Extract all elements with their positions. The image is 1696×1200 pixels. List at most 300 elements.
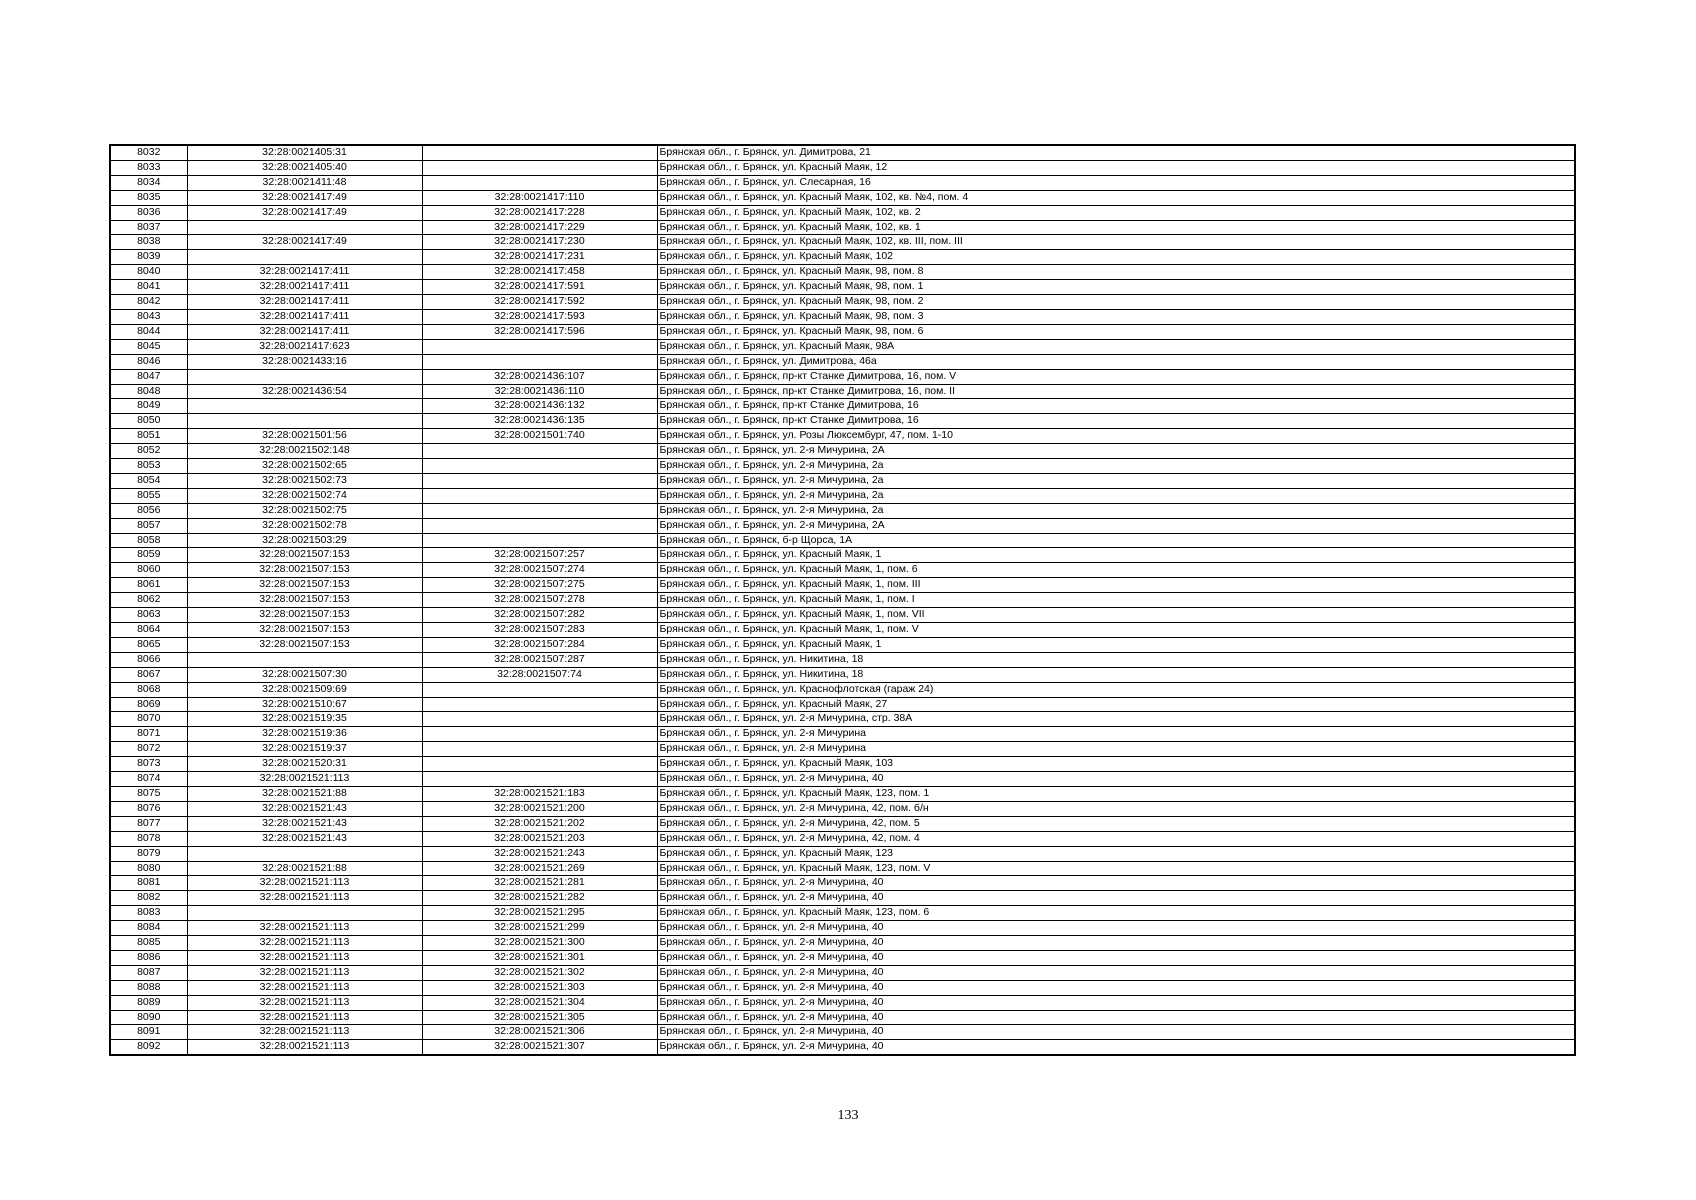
object-number-cell: 32:28:0021507:274	[422, 563, 657, 578]
parcel-number-cell: 32:28:0021520:31	[187, 757, 422, 772]
address-cell: Брянская обл., г. Брянск, ул. Красный Маяк, 103	[657, 757, 1575, 772]
row-number-cell: 8088	[110, 980, 187, 995]
table-row	[110, 459, 1575, 474]
row-number-cell: 8092	[110, 1040, 187, 1055]
table-row	[110, 533, 1575, 548]
parcel-number-cell	[187, 250, 422, 265]
table-row	[110, 623, 1575, 638]
object-number-cell: 32:28:0021507:74	[422, 667, 657, 682]
parcel-number-cell: 32:28:0021502:73	[187, 473, 422, 488]
parcel-number-cell: 32:28:0021521:113	[187, 1010, 422, 1025]
table-row	[110, 205, 1575, 220]
row-number-cell: 8079	[110, 846, 187, 861]
table-row	[110, 429, 1575, 444]
address-cell: Брянская обл., г. Брянск, ул. 2-я Мичурина, 40	[657, 876, 1575, 891]
address-cell: Брянская обл., г. Брянск, ул. 2-я Мичурина, 42, пом. 5	[657, 816, 1575, 831]
row-number-cell: 8061	[110, 578, 187, 593]
parcel-number-cell: 32:28:0021502:74	[187, 488, 422, 503]
address-cell: Брянская обл., г. Брянск, ул. Красный Маяк, 98, пом. 3	[657, 309, 1575, 324]
address-cell: Брянская обл., г. Брянск, ул. Димитрова, 21	[657, 145, 1575, 160]
address-cell: Брянская обл., г. Брянск, ул. 2-я Мичурина	[657, 742, 1575, 757]
address-cell: Брянская обл., г. Брянск, ул. Красный Маяк, 1	[657, 548, 1575, 563]
parcel-number-cell: 32:28:0021521:43	[187, 816, 422, 831]
parcel-number-cell: 32:28:0021521:113	[187, 950, 422, 965]
table-row	[110, 444, 1575, 459]
table-row	[110, 637, 1575, 652]
object-number-cell: 32:28:0021521:295	[422, 906, 657, 921]
row-number-cell: 8043	[110, 309, 187, 324]
address-cell: Брянская обл., г. Брянск, ул. Красный Маяк, 102, кв. III, пом. III	[657, 235, 1575, 250]
row-number-cell: 8073	[110, 757, 187, 772]
address-cell: Брянская обл., г. Брянск, ул. Красный Маяк, 102	[657, 250, 1575, 265]
address-cell: Брянская обл., г. Брянск, ул. 2-я Мичурина, 40	[657, 1025, 1575, 1040]
object-number-cell	[422, 175, 657, 190]
table-row	[110, 861, 1575, 876]
parcel-number-cell: 32:28:0021521:113	[187, 1025, 422, 1040]
table-row	[110, 667, 1575, 682]
object-number-cell	[422, 742, 657, 757]
object-number-cell: 32:28:0021417:231	[422, 250, 657, 265]
row-number-cell: 8074	[110, 772, 187, 787]
row-number-cell: 8053	[110, 459, 187, 474]
address-cell: Брянская обл., г. Брянск, ул. 2-я Мичурина, 42, пом. б/н	[657, 801, 1575, 816]
object-number-cell	[422, 444, 657, 459]
row-number-cell: 8045	[110, 339, 187, 354]
address-cell: Брянская обл., г. Брянск, ул. Краснофлотская (гараж 24)	[657, 682, 1575, 697]
table-row	[110, 309, 1575, 324]
address-cell: Брянская обл., г. Брянск, ул. Красный Маяк, 123, пом. 6	[657, 906, 1575, 921]
row-number-cell: 8057	[110, 518, 187, 533]
address-cell: Брянская обл., г. Брянск, ул. Красный Маяк, 1, пом. V	[657, 623, 1575, 638]
parcel-number-cell: 32:28:0021417:411	[187, 265, 422, 280]
parcel-number-cell: 32:28:0021411:48	[187, 175, 422, 190]
table-row	[110, 414, 1575, 429]
row-number-cell: 8081	[110, 876, 187, 891]
object-number-cell: 32:28:0021436:110	[422, 384, 657, 399]
address-cell: Брянская обл., г. Брянск, ул. Красный Маяк, 102, кв. 2	[657, 205, 1575, 220]
parcel-number-cell: 32:28:0021502:75	[187, 503, 422, 518]
object-number-cell: 32:28:0021521:269	[422, 861, 657, 876]
address-cell: Брянская обл., г. Брянск, ул. Красный Маяк, 98, пом. 1	[657, 280, 1575, 295]
object-number-cell: 32:28:0021507:283	[422, 623, 657, 638]
row-number-cell: 8065	[110, 637, 187, 652]
row-number-cell: 8052	[110, 444, 187, 459]
parcel-number-cell: 32:28:0021436:54	[187, 384, 422, 399]
registry-table-body	[110, 145, 1575, 1055]
table-row	[110, 235, 1575, 250]
row-number-cell: 8090	[110, 1010, 187, 1025]
row-number-cell: 8082	[110, 891, 187, 906]
object-number-cell	[422, 160, 657, 175]
table-row	[110, 593, 1575, 608]
address-cell: Брянская обл., г. Брянск, ул. Никитина, 18	[657, 667, 1575, 682]
object-number-cell: 32:28:0021436:135	[422, 414, 657, 429]
table-row	[110, 697, 1575, 712]
row-number-cell: 8044	[110, 324, 187, 339]
row-number-cell: 8067	[110, 667, 187, 682]
object-number-cell: 32:28:0021521:304	[422, 995, 657, 1010]
row-number-cell: 8071	[110, 727, 187, 742]
object-number-cell	[422, 503, 657, 518]
address-cell: Брянская обл., г. Брянск, ул. 2-я Мичурина, 40	[657, 965, 1575, 980]
parcel-number-cell: 32:28:0021507:153	[187, 548, 422, 563]
address-cell: Брянская обл., г. Брянск, ул. 2-я Мичурина, 40	[657, 995, 1575, 1010]
table-row	[110, 652, 1575, 667]
object-number-cell: 32:28:0021521:299	[422, 921, 657, 936]
object-number-cell: 32:28:0021521:302	[422, 965, 657, 980]
parcel-number-cell: 32:28:0021502:65	[187, 459, 422, 474]
address-cell: Брянская обл., г. Брянск, пр-кт Станке Димитрова, 16, пом. II	[657, 384, 1575, 399]
row-number-cell: 8046	[110, 354, 187, 369]
address-cell: Брянская обл., г. Брянск, ул. Красный Маяк, 12	[657, 160, 1575, 175]
parcel-number-cell: 32:28:0021501:56	[187, 429, 422, 444]
parcel-number-cell: 32:28:0021521:43	[187, 801, 422, 816]
object-number-cell	[422, 145, 657, 160]
object-number-cell: 32:28:0021417:591	[422, 280, 657, 295]
row-number-cell: 8036	[110, 205, 187, 220]
parcel-number-cell: 32:28:0021417:49	[187, 190, 422, 205]
row-number-cell: 8051	[110, 429, 187, 444]
object-number-cell: 32:28:0021417:229	[422, 220, 657, 235]
row-number-cell: 8089	[110, 995, 187, 1010]
table-row	[110, 220, 1575, 235]
row-number-cell: 8087	[110, 965, 187, 980]
object-number-cell	[422, 697, 657, 712]
row-number-cell: 8058	[110, 533, 187, 548]
object-number-cell: 32:28:0021521:183	[422, 786, 657, 801]
object-number-cell	[422, 459, 657, 474]
row-number-cell: 8040	[110, 265, 187, 280]
table-row	[110, 488, 1575, 503]
row-number-cell: 8060	[110, 563, 187, 578]
table-row	[110, 950, 1575, 965]
table-row	[110, 339, 1575, 354]
row-number-cell: 8077	[110, 816, 187, 831]
address-cell: Брянская обл., г. Брянск, ул. 2-я Мичурина, 40	[657, 1010, 1575, 1025]
object-number-cell: 32:28:0021436:107	[422, 369, 657, 384]
object-number-cell	[422, 339, 657, 354]
table-row	[110, 980, 1575, 995]
row-number-cell: 8086	[110, 950, 187, 965]
parcel-number-cell: 32:28:0021417:623	[187, 339, 422, 354]
parcel-number-cell: 32:28:0021521:113	[187, 980, 422, 995]
row-number-cell: 8050	[110, 414, 187, 429]
table-row	[110, 682, 1575, 697]
object-number-cell	[422, 757, 657, 772]
address-cell: Брянская обл., г. Брянск, ул. 2-я Мичурина, 42, пом. 4	[657, 831, 1575, 846]
address-cell: Брянская обл., г. Брянск, ул. Красный Маяк, 98, пом. 8	[657, 265, 1575, 280]
table-row	[110, 921, 1575, 936]
parcel-number-cell: 32:28:0021507:30	[187, 667, 422, 682]
address-cell: Брянская обл., г. Брянск, ул. Красный Маяк, 1, пом. VII	[657, 608, 1575, 623]
address-cell: Брянская обл., г. Брянск, ул. 2-я Мичурина	[657, 727, 1575, 742]
table-row	[110, 473, 1575, 488]
table-row	[110, 295, 1575, 310]
parcel-number-cell: 32:28:0021417:411	[187, 280, 422, 295]
object-number-cell: 32:28:0021521:281	[422, 876, 657, 891]
parcel-number-cell: 32:28:0021521:113	[187, 891, 422, 906]
row-number-cell: 8075	[110, 786, 187, 801]
table-row	[110, 265, 1575, 280]
parcel-number-cell	[187, 906, 422, 921]
address-cell: Брянская обл., г. Брянск, ул. 2-я Мичурина, 2А	[657, 518, 1575, 533]
object-number-cell: 32:28:0021521:305	[422, 1010, 657, 1025]
table-row	[110, 801, 1575, 816]
object-number-cell: 32:28:0021417:458	[422, 265, 657, 280]
table-row	[110, 608, 1575, 623]
address-cell: Брянская обл., г. Брянск, ул. 2-я Мичурина, 2А	[657, 444, 1575, 459]
table-row	[110, 399, 1575, 414]
row-number-cell: 8072	[110, 742, 187, 757]
row-number-cell: 8037	[110, 220, 187, 235]
row-number-cell: 8038	[110, 235, 187, 250]
row-number-cell: 8066	[110, 652, 187, 667]
object-number-cell: 32:28:0021507:275	[422, 578, 657, 593]
parcel-number-cell: 32:28:0021507:153	[187, 623, 422, 638]
object-number-cell: 32:28:0021507:282	[422, 608, 657, 623]
row-number-cell: 8039	[110, 250, 187, 265]
table-row	[110, 995, 1575, 1010]
object-number-cell: 32:28:0021521:300	[422, 936, 657, 951]
table-row	[110, 1025, 1575, 1040]
parcel-number-cell: 32:28:0021417:49	[187, 235, 422, 250]
address-cell: Брянская обл., г. Брянск, ул. 2-я Мичурина, 2а	[657, 488, 1575, 503]
address-cell: Брянская обл., г. Брянск, пр-кт Станке Димитрова, 16	[657, 414, 1575, 429]
table-row	[110, 965, 1575, 980]
address-cell: Брянская обл., г. Брянск, ул. Красный Маяк, 1, пом. III	[657, 578, 1575, 593]
table-row	[110, 876, 1575, 891]
parcel-number-cell: 32:28:0021507:153	[187, 608, 422, 623]
row-number-cell: 8078	[110, 831, 187, 846]
parcel-number-cell: 32:28:0021519:37	[187, 742, 422, 757]
row-number-cell: 8083	[110, 906, 187, 921]
object-number-cell	[422, 354, 657, 369]
object-number-cell: 32:28:0021507:284	[422, 637, 657, 652]
table-row	[110, 518, 1575, 533]
object-number-cell	[422, 772, 657, 787]
row-number-cell: 8076	[110, 801, 187, 816]
object-number-cell: 32:28:0021417:230	[422, 235, 657, 250]
row-number-cell: 8068	[110, 682, 187, 697]
parcel-number-cell: 32:28:0021507:153	[187, 637, 422, 652]
object-number-cell: 32:28:0021521:243	[422, 846, 657, 861]
table-row	[110, 727, 1575, 742]
address-cell: Брянская обл., г. Брянск, ул. Красный Маяк, 1, пом. I	[657, 593, 1575, 608]
row-number-cell: 8033	[110, 160, 187, 175]
object-number-cell: 32:28:0021521:202	[422, 816, 657, 831]
table-row	[110, 757, 1575, 772]
parcel-number-cell: 32:28:0021405:40	[187, 160, 422, 175]
address-cell: Брянская обл., г. Брянск, ул. 2-я Мичурина, 40	[657, 950, 1575, 965]
row-number-cell: 8059	[110, 548, 187, 563]
address-cell: Брянская обл., г. Брянск, ул. Красный Маяк, 1	[657, 637, 1575, 652]
object-number-cell: 32:28:0021521:303	[422, 980, 657, 995]
table-row	[110, 742, 1575, 757]
address-cell: Брянская обл., г. Брянск, ул. 2-я Мичурина, 40	[657, 936, 1575, 951]
parcel-number-cell: 32:28:0021502:148	[187, 444, 422, 459]
parcel-number-cell: 32:28:0021521:113	[187, 921, 422, 936]
object-number-cell	[422, 682, 657, 697]
object-number-cell	[422, 518, 657, 533]
address-cell: Брянская обл., г. Брянск, ул. Розы Люксембург, 47, пом. 1-10	[657, 429, 1575, 444]
address-cell: Брянская обл., г. Брянск, ул. 2-я Мичурина, 2а	[657, 503, 1575, 518]
parcel-number-cell: 32:28:0021521:113	[187, 936, 422, 951]
table-row	[110, 280, 1575, 295]
table-row	[110, 160, 1575, 175]
row-number-cell: 8091	[110, 1025, 187, 1040]
table-row	[110, 816, 1575, 831]
row-number-cell: 8049	[110, 399, 187, 414]
object-number-cell: 32:28:0021507:257	[422, 548, 657, 563]
row-number-cell: 8064	[110, 623, 187, 638]
object-number-cell: 32:28:0021417:596	[422, 324, 657, 339]
parcel-number-cell: 32:28:0021521:43	[187, 831, 422, 846]
table-row	[110, 145, 1575, 160]
table-row	[110, 190, 1575, 205]
parcel-number-cell: 32:28:0021510:67	[187, 697, 422, 712]
table-row	[110, 354, 1575, 369]
table-row	[110, 578, 1575, 593]
row-number-cell: 8041	[110, 280, 187, 295]
parcel-number-cell	[187, 652, 422, 667]
table-row	[110, 548, 1575, 563]
parcel-number-cell	[187, 369, 422, 384]
object-number-cell: 32:28:0021417:110	[422, 190, 657, 205]
address-cell: Брянская обл., г. Брянск, ул. Красный Маяк, 123, пом. 1	[657, 786, 1575, 801]
address-cell: Брянская обл., г. Брянск, ул. Красный Маяк, 123	[657, 846, 1575, 861]
table-row	[110, 936, 1575, 951]
object-number-cell: 32:28:0021436:132	[422, 399, 657, 414]
table-row	[110, 1010, 1575, 1025]
table-row	[110, 369, 1575, 384]
parcel-number-cell: 32:28:0021405:31	[187, 145, 422, 160]
parcel-number-cell: 32:28:0021503:29	[187, 533, 422, 548]
table-row	[110, 175, 1575, 190]
object-number-cell	[422, 712, 657, 727]
object-number-cell: 32:28:0021521:282	[422, 891, 657, 906]
address-cell: Брянская обл., г. Брянск, ул. 2-я Мичурина, 2а	[657, 459, 1575, 474]
row-number-cell: 8069	[110, 697, 187, 712]
parcel-number-cell: 32:28:0021521:88	[187, 861, 422, 876]
parcel-number-cell: 32:28:0021417:411	[187, 295, 422, 310]
table-row	[110, 563, 1575, 578]
row-number-cell: 8070	[110, 712, 187, 727]
address-cell: Брянская обл., г. Брянск, ул. 2-я Мичурина, 40	[657, 980, 1575, 995]
address-cell: Брянская обл., г. Брянск, ул. Красный Маяк, 98А	[657, 339, 1575, 354]
row-number-cell: 8032	[110, 145, 187, 160]
table-row	[110, 772, 1575, 787]
row-number-cell: 8054	[110, 473, 187, 488]
row-number-cell: 8084	[110, 921, 187, 936]
address-cell: Брянская обл., г. Брянск, ул. 2-я Мичурина, 2а	[657, 473, 1575, 488]
parcel-number-cell: 32:28:0021417:49	[187, 205, 422, 220]
address-cell: Брянская обл., г. Брянск, ул. 2-я Мичурина, 40	[657, 921, 1575, 936]
row-number-cell: 8085	[110, 936, 187, 951]
object-number-cell: 32:28:0021521:306	[422, 1025, 657, 1040]
parcel-number-cell: 32:28:0021502:78	[187, 518, 422, 533]
table-row	[110, 891, 1575, 906]
parcel-number-cell	[187, 399, 422, 414]
address-cell: Брянская обл., г. Брянск, б-р Щорса, 1А	[657, 533, 1575, 548]
parcel-number-cell	[187, 414, 422, 429]
table-row	[110, 906, 1575, 921]
row-number-cell: 8048	[110, 384, 187, 399]
object-number-cell: 32:28:0021417:593	[422, 309, 657, 324]
parcel-number-cell: 32:28:0021521:113	[187, 876, 422, 891]
parcel-number-cell: 32:28:0021417:411	[187, 309, 422, 324]
table-row	[110, 503, 1575, 518]
object-number-cell: 32:28:0021417:228	[422, 205, 657, 220]
object-number-cell: 32:28:0021521:301	[422, 950, 657, 965]
table-row	[110, 250, 1575, 265]
parcel-number-cell: 32:28:0021433:16	[187, 354, 422, 369]
table-row	[110, 712, 1575, 727]
table-row	[110, 324, 1575, 339]
address-cell: Брянская обл., г. Брянск, ул. Красный Маяк, 102, кв. №4, пом. 4	[657, 190, 1575, 205]
address-cell: Брянская обл., г. Брянск, ул. 2-я Мичурина, стр. 38А	[657, 712, 1575, 727]
address-cell: Брянская обл., г. Брянск, ул. Слесарная, 16	[657, 175, 1575, 190]
row-number-cell: 8080	[110, 861, 187, 876]
object-number-cell: 32:28:0021501:740	[422, 429, 657, 444]
parcel-number-cell: 32:28:0021521:113	[187, 995, 422, 1010]
row-number-cell: 8055	[110, 488, 187, 503]
address-cell: Брянская обл., г. Брянск, ул. 2-я Мичурина, 40	[657, 772, 1575, 787]
parcel-number-cell: 32:28:0021521:113	[187, 1040, 422, 1055]
table-row	[110, 1040, 1575, 1055]
address-cell: Брянская обл., г. Брянск, ул. Красный Маяк, 98, пом. 2	[657, 295, 1575, 310]
row-number-cell: 8062	[110, 593, 187, 608]
parcel-number-cell: 32:28:0021519:35	[187, 712, 422, 727]
address-cell: Брянская обл., г. Брянск, ул. 2-я Мичурина, 40	[657, 891, 1575, 906]
address-cell: Брянская обл., г. Брянск, ул. Красный Маяк, 123, пом. V	[657, 861, 1575, 876]
row-number-cell: 8063	[110, 608, 187, 623]
parcel-number-cell	[187, 220, 422, 235]
address-cell: Брянская обл., г. Брянск, ул. Красный Маяк, 1, пом. 6	[657, 563, 1575, 578]
address-cell: Брянская обл., г. Брянск, ул. Красный Маяк, 27	[657, 697, 1575, 712]
parcel-number-cell: 32:28:0021519:36	[187, 727, 422, 742]
page-number: 133	[837, 1108, 859, 1123]
address-cell: Брянская обл., г. Брянск, ул. Никитина, 18	[657, 652, 1575, 667]
parcel-number-cell: 32:28:0021509:69	[187, 682, 422, 697]
address-cell: Брянская обл., г. Брянск, ул. Красный Маяк, 102, кв. 1	[657, 220, 1575, 235]
parcel-number-cell: 32:28:0021507:153	[187, 593, 422, 608]
row-number-cell: 8034	[110, 175, 187, 190]
object-number-cell: 32:28:0021521:203	[422, 831, 657, 846]
object-number-cell: 32:28:0021521:200	[422, 801, 657, 816]
address-cell: Брянская обл., г. Брянск, пр-кт Станке Димитрова, 16, пом. V	[657, 369, 1575, 384]
parcel-number-cell	[187, 846, 422, 861]
parcel-number-cell: 32:28:0021507:153	[187, 578, 422, 593]
address-cell: Брянская обл., г. Брянск, пр-кт Станке Димитрова, 16	[657, 399, 1575, 414]
object-number-cell	[422, 473, 657, 488]
row-number-cell: 8035	[110, 190, 187, 205]
object-number-cell	[422, 533, 657, 548]
row-number-cell: 8042	[110, 295, 187, 310]
table-row	[110, 786, 1575, 801]
address-cell: Брянская обл., г. Брянск, ул. 2-я Мичурина, 40	[657, 1040, 1575, 1055]
registry-table	[109, 144, 1576, 1056]
table-row	[110, 831, 1575, 846]
parcel-number-cell: 32:28:0021507:153	[187, 563, 422, 578]
row-number-cell: 8047	[110, 369, 187, 384]
parcel-number-cell: 32:28:0021521:88	[187, 786, 422, 801]
parcel-number-cell: 32:28:0021521:113	[187, 772, 422, 787]
object-number-cell: 32:28:0021507:278	[422, 593, 657, 608]
address-cell: Брянская обл., г. Брянск, ул. Димитрова, 46а	[657, 354, 1575, 369]
object-number-cell: 32:28:0021507:287	[422, 652, 657, 667]
object-number-cell	[422, 727, 657, 742]
object-number-cell: 32:28:0021521:307	[422, 1040, 657, 1055]
